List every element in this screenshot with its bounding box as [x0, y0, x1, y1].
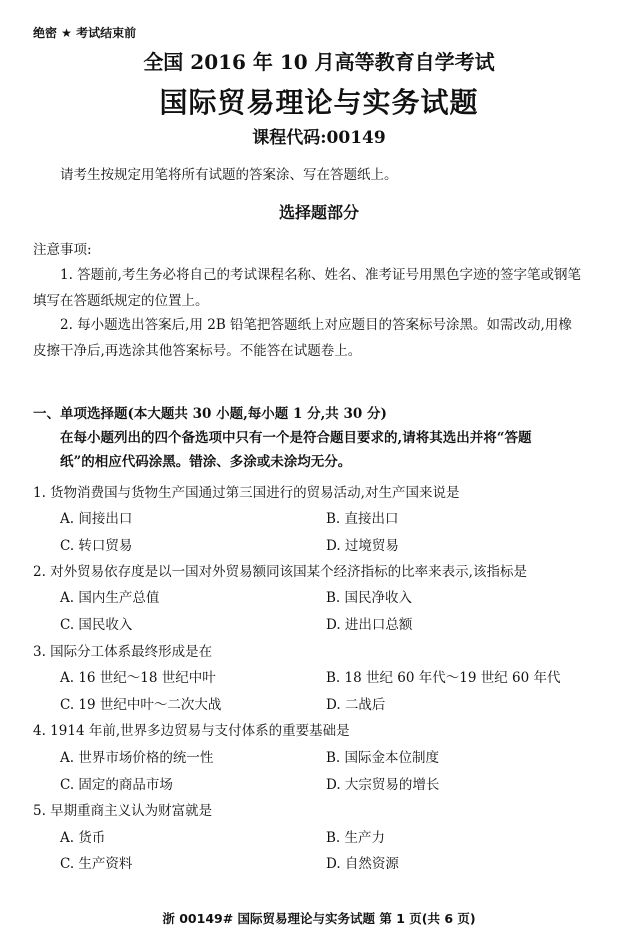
question-5-option-a: A. 货币	[60, 830, 106, 846]
question-3-option-b: B. 18 世纪 60 年代～19 世纪 60 年代	[326, 670, 561, 686]
part-one-desc-line-2: 纸”的相应代码涂黑。错涂、多涂或未涂均无分。	[60, 454, 352, 470]
exam-title: 全国 2016 年 10 月高等教育自学考试	[143, 50, 495, 74]
question-4-option-d: D. 大宗贸易的增长	[326, 777, 440, 793]
question-3-option-d: D. 二战后	[326, 697, 386, 713]
part-one-desc-line-1: 在每小题列出的四个备选项中只有一个是符合题目要求的,请将其选出并将“答题	[60, 430, 532, 446]
notes-heading: 注意事项:	[33, 242, 92, 258]
question-4-option-b: B. 国际金本位制度	[326, 750, 440, 766]
question-1-option-c: C. 转口贸易	[60, 538, 133, 554]
section-title: 选择题部分	[278, 203, 359, 222]
note-1-line-1: 1. 答题前,考生务必将自己的考试课程名称、姓名、准考证号用黑色字迹的签字笔或钢笔	[60, 267, 581, 283]
note-2-line-1: 2. 每小题选出答案后,用 2B 铅笔把答题纸上对应题目的答案标号涂黑。如需改动,用橡	[60, 317, 572, 333]
question-5-option-b: B. 生产力	[326, 830, 386, 846]
note-2-line-2: 皮擦干净后,再选涂其他答案标号。不能答在试题卷上。	[33, 343, 362, 359]
question-2-stem: 2. 对外贸易依存度是以一国对外贸易额同该国某个经济指标的比率来表示,该指标是	[33, 564, 527, 580]
question-2-option-a: A. 国内生产总值	[60, 590, 160, 606]
question-3-option-a: A. 16 世纪～18 世纪中叶	[60, 670, 216, 686]
question-4-option-c: C. 固定的商品市场	[60, 777, 173, 793]
question-3-option-c: C. 19 世纪中叶～二次大战	[60, 697, 222, 713]
question-3-stem: 3. 国际分工体系最终形成是在	[33, 644, 213, 660]
page-footer: 浙 00149# 国际贸易理论与实务试题 第 1 页(共 6 页)	[162, 911, 476, 926]
question-1-option-b: B. 直接出口	[326, 511, 399, 527]
question-5-option-d: D. 自然资源	[326, 856, 399, 872]
confidential-mark: 绝密 ★ 考试结束前	[33, 26, 137, 40]
note-1-line-2: 填写在答题纸规定的位置上。	[33, 293, 209, 309]
question-2-option-c: C. 国民收入	[60, 617, 133, 633]
question-1-option-d: D. 过境贸易	[326, 538, 399, 554]
course-code: 课程代码:00149	[252, 128, 386, 148]
question-1-option-a: A. 间接出口	[60, 511, 133, 527]
question-2-option-d: D. 进出口总额	[326, 617, 413, 633]
question-5-option-c: C. 生产资料	[60, 856, 133, 872]
question-4-stem: 4. 1914 年前,世界多边贸易与支付体系的重要基础是	[33, 723, 350, 739]
question-5-stem: 5. 早期重商主义认为财富就是	[33, 803, 213, 819]
question-1-stem: 1. 货物消费国与货物生产国通过第三国进行的贸易活动,对生产国来说是	[33, 485, 460, 501]
question-4-option-a: A. 世界市场价格的统一性	[60, 750, 214, 766]
paper-title: 国际贸易理论与实务试题	[159, 86, 479, 119]
part-one-heading: 一、单项选择题(本大题共 30 小题,每小题 1 分,共 30 分)	[33, 406, 387, 422]
question-2-option-b: B. 国民净收入	[326, 590, 413, 606]
answer-instruction: 请考生按规定用笔将所有试题的答案涂、写在答题纸上。	[60, 167, 398, 183]
